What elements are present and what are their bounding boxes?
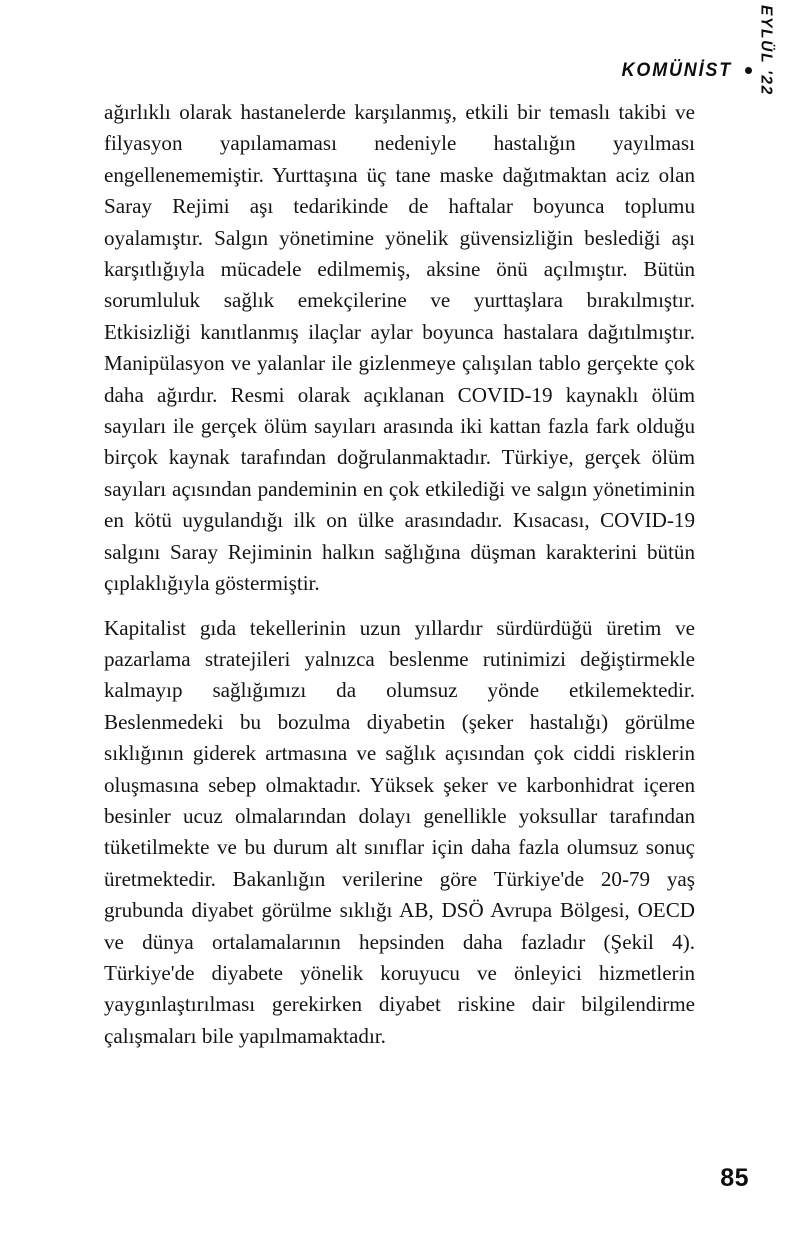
issue-date-vertical: EYLÜL '22 [757,4,775,96]
body-text-column [104,97,695,1052]
paragraph: Kapitalist gıda tekellerinin uzun yıllardır sürdürdüğü üretim ve pazarlama stratejileri yalnızca beslenme rutinimizi değiştirmekle kalmayıp sağlığımızı da olumsuz yönde etkilemektedir. Beslenmedeki bu bozulma diyabetin (şeker hastalığı) görülme sıklığının giderek artmasına ve sağlık açısından çok ciddi risklerin oluşmasına sebep olmaktadır. Yüksek şeker ve karbonhidrat içeren besinler ucuz olmalarından dolayı genellikle yoksullar tarafından tüketilmekte ve bu durum alt sınıflar için daha fazla olumsuz sonuç üretmektedir. Bakanlığın verilerine göre Türkiye'de 20-79 yaş grubunda diyabet görülme sıklığı AB, DSÖ Avrupa Bölgesi, OECD ve dünya ortalamalarının hepsinden daha fazladır (Şekil 4). Türkiye'de diyabete yönelik koruyucu ve önleyici hizmetlerin yaygınlaştırılması gerekirken diyabet riskine dair bilgilendirme çalışmaları bile yapılmamaktadır. [104,615,695,1048]
paragraph: ağırlıklı olarak hastanelerde karşılanmış, etkili bir temaslı takibi ve filyasyon yapılamaması nedeniyle hastalığın yayılması engellenememiştir. Yurttaşına üç tane maske dağıtmaktan aciz olan Saray Rejimi aşı tedarikinde de haftalar boyunca toplumu oyalamıştır. Salgın yönetimine yönelik güvensizliğin beslediği aşı karşıtlığıyla mücadele edilmemiş, aksine önü açılmıştır. Bütün sorumluluk sağlık emekçilerine ve yurttaşlara bırakılmıştır. Etkisizliği kanıtlanmış ilaçlar aylar boyunca hastalara dağıtılmıştır. Manipülasyon ve yalanlar ile gizlenmeye çalışılan tablo gerçekte çok daha ağırdır. Resmi olarak açıklanan COVID-19 kaynaklı ölüm sayıları ile gerçek ölüm sayıları arasında iki kattan fazla fark olduğu birçok kaynak tarafından doğrulanmaktadır. Türkiye, gerçek ölüm sayıları açısından pandeminin en çok etkilediği ve salgın yönetiminin en kötü uygulandığı ilk on ülke arasındadır. Kısacası, COVID-19 salgını Saray Rejiminin halkın sağlığına düşman karakterini bütün çıplaklığıyla göstermiştir. [104,100,695,596]
publication-title: KOMÜNİST [621,58,732,81]
bullet-dot-icon [745,67,752,74]
page-number: 85 [720,1164,749,1192]
running-header [612,57,752,83]
